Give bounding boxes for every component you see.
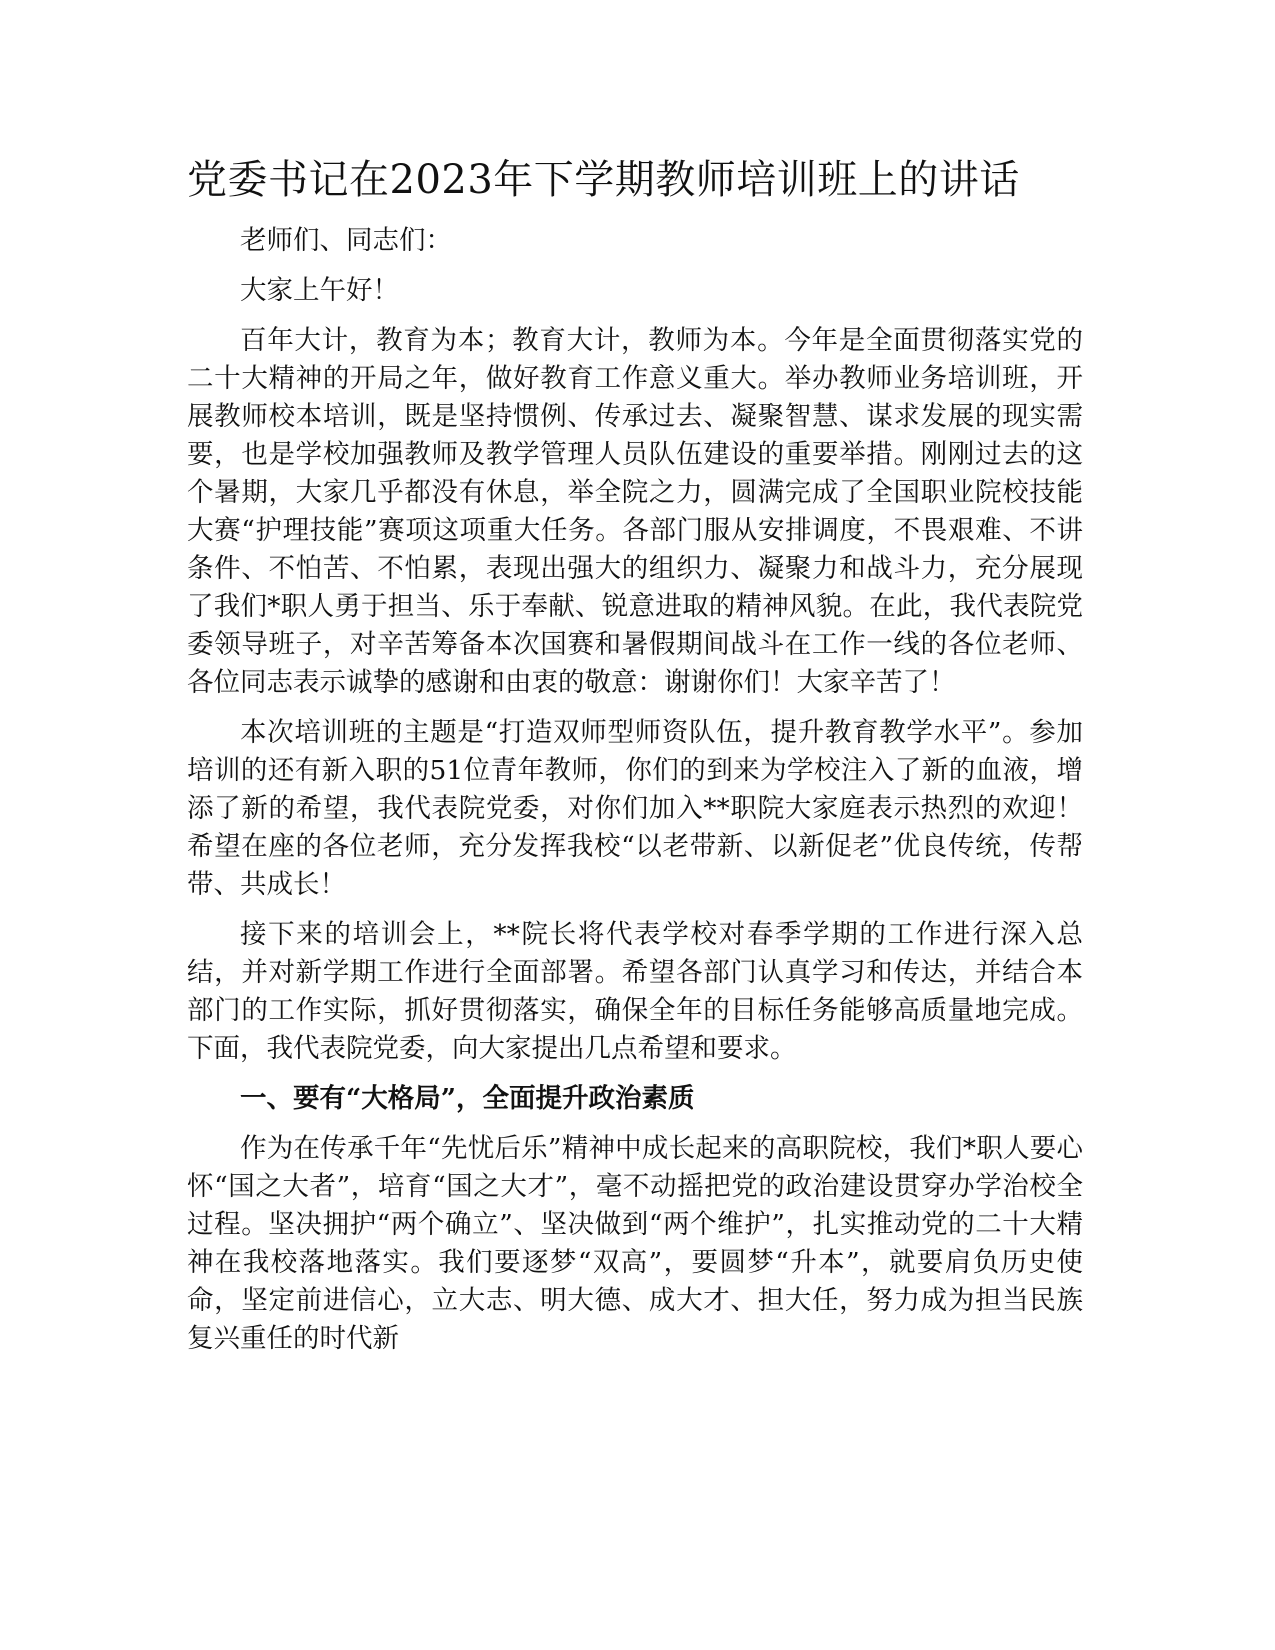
document-body (187, 150, 1083, 1370)
section-heading: 一、要有“大格局”，全面提升政治素质 (240, 1083, 695, 1114)
paragraph-requirements-intro: 接下来的培训会上，**院长将代表学校对春季学期的工作进行深入总结，并对新学期工作进行全面部署。希望各部门认真学习和传达，并结合本部门的工作实际，抓好贯彻落实，确保全年的目标任务能够高质量地完成。下面，我代表院党委，向大家提出几点希望和要求。 (187, 919, 1083, 1064)
section-paragraph: 作为在传承千年“先忧后乐”精神中成长起来的高职院校，我们*职人要心怀“国之大者”，培育“国之大才”，毫不动摇把党的政治建设贯穿办学治校全过程。坚决拥护“两个确立”、坚决做到“两个维护”，扎实推动党的二十大精神在我校落地落实。我们要逐梦“双高”，要圆梦“升本”，就要肩负历史使命，坚定前进信心，立大志、明大德、成大才、担大任，努力成为担当民族复兴重任的时代新 (187, 1133, 1083, 1354)
paragraph-training-theme: 本次培训班的主题是“打造双师型师资队伍，提升教育教学水平”。参加培训的还有新入职的51位青年教师，你们的到来为学校注入了新的血液，增添了新的希望，我代表院党委，对你们加入**职院大家庭表示热烈的欢迎！希望在座的各位老师，充分发挥我校“以老带新、以新促老”优良传统，传帮带、共成长！ (187, 717, 1083, 900)
paragraph-opening: 百年大计，教育为本；教育大计，教师为本。今年是全面贯彻落实党的二十大精神的开局之年，做好教育工作意义重大。举办教师业务培训班，开展教师校本培训，既是坚持惯例、传承过去、凝聚智慧、谋求发展的现实需要，也是学校加强教师及教学管理人员队伍建设的重要举措。刚刚过去的这个暑期，大家几乎都没有休息，举全院之力，圆满完成了全国职业院校技能大赛“护理技能”赛项这项重大任务。各部门服从安排调度，不畏艰难、不讲条件、不怕苦、不怕累，表现出强大的组织力、凝聚力和战斗力，充分展现了我们*职人勇于担当、乐于奉献、锐意进取的精神风貌。在此，我代表院党委领导班子，对辛苦筹备本次国赛和暑假期间战斗在工作一线的各位老师、各位同志表示诚挚的感谢和由衷的敬意：谢谢你们！大家辛苦了！ (187, 325, 1083, 698)
document-title: 党委书记在2023年下学期教师培训班上的讲话 (187, 157, 1020, 203)
salutation: 老师们、同志们： (240, 225, 452, 256)
greeting: 大家上午好！ (240, 275, 399, 306)
